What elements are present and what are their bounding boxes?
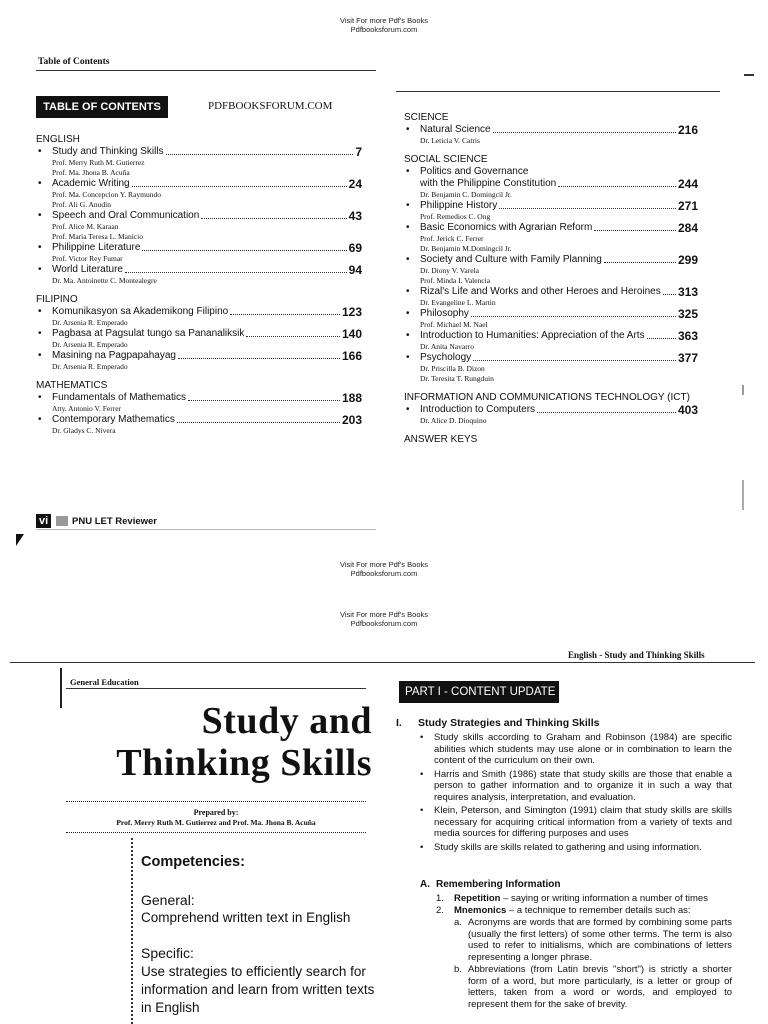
toc-entry-title: Psychology [420,352,472,363]
margin-mark [742,480,744,510]
toc-entry-line [420,352,698,364]
toc-entry-page: 403 [677,403,698,417]
toc-entry-line [52,306,362,318]
toc-entry [404,254,698,266]
toc-entry-author: Prof. Ma. Concepcion Y. Raymundo [52,190,161,199]
toc-section-heading: ENGLISH [36,134,80,145]
toc-entry [404,166,698,190]
item-number: 2. [436,904,444,916]
toc-section-heading: SOCIAL SCIENCE [404,154,488,165]
bullet-icon: • [406,254,410,265]
subsection-heading: A. Remembering Information [420,879,561,890]
toc-entry-author: Prof. Ma. Jhona B. Acuña [52,168,130,177]
competencies-divider [131,838,133,1024]
toc-entry [404,200,698,212]
toc-entry [36,414,362,426]
bullet-item [420,842,732,854]
bullet-icon: • [406,330,410,341]
toc-entry-author: Prof. Merry Ruth M. Gutierrez [52,158,145,167]
toc-entry-author: Dr. Arsenia R. Emperado [52,362,128,371]
toc-entry-author: Dr. Teresita T. Rungduin [420,374,494,383]
toc-entry-title: Natural Science [420,124,491,135]
footer-logo-mark [56,516,68,526]
toc-entry-page: 140 [341,327,362,341]
numbered-item [436,905,732,917]
bullet-icon: • [420,768,424,780]
toc-entry-line [420,404,698,416]
bullet-icon: • [420,732,424,743]
toc-entry-line [420,124,698,136]
toc-entry-author: Prof. Alice M. Karaan [52,222,119,231]
toc-entry-author: Prof. Minda I. Valencia [420,276,491,285]
toc-entry-page: 94 [348,263,362,277]
numbered-item [436,893,732,905]
item-text: – saying or writing information a number of times [500,893,708,904]
bullet-icon: • [38,414,42,425]
bullet-icon: • [406,308,410,319]
item-number: 1. [436,893,444,904]
bullet-icon: • [406,222,410,233]
dotted-rule [66,832,366,833]
toc-entry-title: Philippine History [420,200,498,211]
toc-entry-line [52,328,362,340]
header-rule [36,70,376,71]
toc-entry [36,350,362,362]
toc-entry-line [420,200,698,212]
bullet-text: Klein, Peterson, and Simington (1991) claim that study skills are skills necessary for acquiring critical information from a variety of texts and media sources for differing purposes and uses [434,805,732,839]
toc-entry-author: Dr. Ma. Antoinette C. Montealegre [52,276,157,285]
dot-leader [471,316,676,317]
bullet-text: Study skills according to Graham and Robinson (1984) are specific abilities which students may use alone or in combination to learn the content of the curriculum on their own. [434,732,732,766]
toc-entry [404,222,698,234]
bullet-item [420,732,732,767]
dot-leader [125,272,347,273]
toc-entry-line [420,254,698,266]
margin-mark [742,385,744,395]
toc-entry [404,352,698,364]
bullet-icon: • [406,200,410,211]
toc-entry [36,328,362,340]
bullet-icon: • [406,352,410,363]
dot-leader [132,186,347,187]
dot-leader [499,208,676,209]
toc-entry-title: Society and Culture with Family Planning [420,254,602,265]
bullet-icon: • [38,328,42,339]
toc-entry [404,124,698,136]
toc-section-heading: MATHEMATICS [36,380,108,391]
toc-entry-line [52,146,362,158]
bullet-list [420,732,732,855]
specific-heading: Specific: [141,945,194,961]
toc-section-heading: SCIENCE [404,112,449,123]
dot-leader [647,338,676,339]
toc-entry-line [420,308,698,320]
toc-entry-title: Academic Writing [52,178,130,189]
toc-entry [36,242,362,254]
bullet-text: Study skills are skills related to gathering and using information. [434,841,702,853]
toc-entry-author: Dr. Leticia V. Catris [420,136,480,145]
dot-leader [493,132,676,133]
bullet-icon: • [420,805,424,816]
toc-entry-page: 244 [677,177,698,191]
toc-entry [36,146,362,158]
toc-entry-title: Philippine Literature [52,242,141,253]
item-term: Repetition [454,893,501,904]
item-text: – a technique to remember details such as: [506,904,691,916]
item-text: Abbreviations (from Latin brevis "short") is strictly a shorter form of a word, but more particularly, is a letter or group of letters, taken from a word or words, and employed to represent them for the sake of brevity. [468,964,732,1010]
toc-entry-title: World Literature [52,264,123,275]
toc-entry-page: 216 [677,123,698,137]
bullet-icon: • [38,146,42,157]
bullet-icon: • [38,210,42,221]
dot-leader [142,250,346,251]
dot-leader [537,412,676,413]
toc-entry-author: Prof. Victor Rey Fumar [52,254,123,263]
item-text: Acronyms are words that are formed by combining some parts (usually the first letters) of some other terms. The term is also used to refer to initialisms, which are combinations of letters representing a longer phrase. [468,917,732,963]
toc-entry-line [52,178,362,190]
chapter-title: Study and Thinking Skills [116,700,372,784]
toc-entry-page: 69 [348,241,362,255]
toc-entry [36,210,362,222]
dot-leader [558,186,676,187]
toc-entry-line [420,178,698,190]
bullet-item [420,769,732,804]
toc-entry-author: Prof. Maria Teresa L. Manicio [52,232,143,241]
bullet-icon: • [406,166,410,177]
toc-section-heading: FILIPINO [36,294,78,305]
specific-text: Use strategies to efficiently search for information and learn from written texts in English [141,964,375,1015]
toc-entry-author: Dr. Arsenia R. Emperado [52,340,128,349]
toc-entry-author: Dr. Benjamin M.Domingcil Jr. [420,244,512,253]
footer-title: PNU LET Reviewer [72,516,157,527]
bullet-icon: • [38,264,42,275]
chapter-running-header: English - Study and Thinking Skills [568,650,705,660]
dotted-rule [66,801,366,802]
toc-entry-title: Komunikasyon sa Akademikong Filipino [52,306,229,317]
dot-leader [594,230,676,231]
toc-entry [36,178,362,190]
toc-entry-page: 24 [348,177,362,191]
toc-left-column [36,134,362,436]
bullet-icon: • [38,392,42,403]
dot-leader [177,422,340,423]
dot-leader [178,358,340,359]
toc-entry-page: 7 [355,145,362,159]
toc-entry-author: Dr. Anita Navarro [420,342,474,351]
toc-entry-author: Prof. Ali G. Anudin [52,200,111,209]
toc-site: PDFBOOKSFORUM.COM [208,100,333,112]
toc-running-header: Table of Contents [38,57,110,67]
toc-entry-title: Basic Economics with Agrarian Reform [420,222,593,233]
toc-entry-author: Dr. Alice D. Dioquino [420,416,487,425]
header-rule-right [396,91,720,92]
prepared-by-authors: Prof. Merry Ruth M. Gutierrez and Prof. Ma. Jhona B. Acuña [116,818,316,827]
toc-entry-line [420,286,698,298]
toc-entry-title: Pagbasa at Pagsulat tungo sa Pananaliksik [52,328,245,339]
toc-entry-author: Dr. Evangeline L. Martin [420,298,496,307]
item-term: Mnemonics [454,904,507,916]
toc-entry [404,404,698,416]
toc-entry [404,330,698,342]
lettered-item [454,917,732,963]
lettered-list [436,917,732,1010]
toc-entry-author: Prof. Michael M. Nael [420,320,488,329]
toc-entry-page: 188 [341,391,362,405]
toc-section-heading: INFORMATION AND COMMUNICATIONS TECHNOLOGY (ICT) [404,392,690,403]
toc-entry-title: with the Philippine Constitution [420,178,557,189]
item-letter: a. [454,917,462,928]
toc-badge: TABLE OF CONTENTS [36,96,168,118]
watermark-note-middle-1: Visit For more Pdf's Books Pdfbooksforum.com [340,560,428,578]
toc-entry-line [420,222,698,234]
toc-entry-line [52,242,362,254]
watermark-note-middle-2: Visit For more Pdf's Books Pdfbooksforum.com [340,610,428,628]
numbered-list [436,893,732,1011]
toc-entry [404,286,698,298]
toc-entry-line [52,414,362,426]
watermark-note-top: Visit For more Pdf's Books Pdfbooksforum.com [340,16,428,34]
dot-leader [246,336,340,337]
footer-rule [36,529,376,530]
general-heading: General: [141,892,195,908]
toc-entry [404,308,698,320]
toc-entry-title: Masining na Pagpapahayag [52,350,176,361]
toc-entry-page: 313 [677,285,698,299]
toc-entry-page: 284 [677,221,698,235]
bullet-icon: • [420,841,424,853]
toc-entry-author: Dr. Diony V. Varela [420,266,479,275]
section-rule [66,688,366,689]
footer-page-number: vi [36,514,51,528]
toc-entry-line [420,330,698,342]
toc-entry-author: Dr. Benjamin C. Domingcil Jr. [420,190,512,199]
toc-entry-page: 43 [348,209,362,223]
bullet-icon: • [38,242,42,253]
lettered-item [454,964,732,1010]
toc-entry-title: Speech and Oral Communication [52,210,200,221]
toc-entry-line [52,210,362,222]
toc-entry [36,392,362,404]
toc-entry-author: Atty. Antonio V. Ferrer [52,404,122,413]
dot-leader [663,294,676,295]
toc-entry-page: 123 [341,305,362,319]
dot-leader [230,314,340,315]
toc-entry-title: Contemporary Mathematics [52,414,175,425]
dot-leader [201,218,346,219]
bullet-icon: • [38,306,42,317]
general-text: Comprehend written text in English [141,910,351,925]
toc-entry-author: Dr. Priscilla B. Dizon [420,364,485,373]
section-heading: I. Study Strategies and Thinking Skills [396,717,600,729]
toc-entry-line [52,392,362,404]
dot-leader [188,400,340,401]
toc-entry-page: 325 [677,307,698,321]
toc-entry [36,264,362,276]
competencies-heading: Competencies: [141,854,245,870]
toc-entry-title: Rizal's Life and Works and other Heroes and Heroines [420,286,661,297]
toc-entry-title: Introduction to Computers [420,404,536,415]
dot-leader [166,154,354,155]
page-top-rule [10,662,755,663]
bullet-item [420,805,732,840]
toc-entry-title: Politics and Governance [420,166,529,177]
bullet-icon: • [406,404,410,415]
toc-entry [36,306,362,318]
toc-right-column [404,112,698,446]
toc-entry-title: Fundamentals of Mathematics [52,392,186,403]
bullet-text: Harris and Smith (1986) state that study skills are those that enable a person to gather information and to organize it in such a way that requires analysis, interpretation, and evaluation. [434,768,732,803]
toc-entry-author: Dr. Gladys C. Nivera [52,426,116,435]
toc-entry-page: 166 [341,349,362,363]
margin-mark [744,74,754,76]
toc-entry-author: Prof. Remedios C. Ong [420,212,491,221]
toc-entry-author: Dr. Arsenia R. Emperado [52,318,128,327]
dot-leader [604,262,676,263]
toc-entry-page: 299 [677,253,698,267]
toc-entry-title: Introduction to Humanities: Appreciation of the Arts [420,330,645,341]
toc-entry-author: Prof. Jerick C. Ferrer [420,234,484,243]
section-label: General Education [70,677,139,687]
toc-entry-page: 203 [341,413,362,427]
bullet-icon: • [38,178,42,189]
toc-entry-title: Study and Thinking Skills [52,146,164,157]
item-letter: b. [454,964,462,975]
part-badge: PART I - CONTENT UPDATE [399,681,559,703]
toc-entry-page: 271 [677,199,698,213]
toc-entry-title: Philosophy [420,308,469,319]
corner-mark [16,534,24,546]
toc-section-heading: ANSWER KEYS [404,434,478,445]
bullet-icon: • [38,350,42,361]
toc-entry-page: 363 [677,329,698,343]
prepared-by-label: Prepared by: [193,808,239,817]
toc-entry-line [52,350,362,362]
dot-leader [473,360,676,361]
bullet-icon: • [406,124,410,135]
bullet-icon: • [406,286,410,297]
toc-entry-page: 377 [677,351,698,365]
toc-entry-line [52,264,362,276]
